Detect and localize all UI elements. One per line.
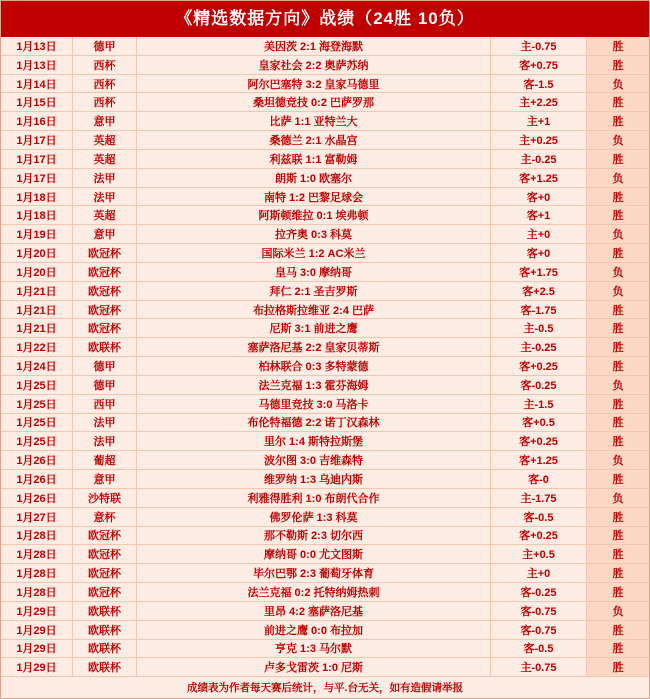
cell-date: 1月18日 xyxy=(1,206,73,224)
cell-league: 欧冠杯 xyxy=(73,301,137,319)
table-row xyxy=(1,37,649,56)
cell-handicap: 客-1.75 xyxy=(491,301,587,319)
cell-result: 胜 xyxy=(587,112,649,130)
cell-match: 里昂 4:2 塞萨洛尼基 xyxy=(137,602,491,620)
cell-handicap: 客-0.5 xyxy=(491,640,587,658)
cell-date: 1月19日 xyxy=(1,225,73,243)
cell-league: 欧联杯 xyxy=(73,338,137,356)
table-row xyxy=(1,188,649,207)
cell-handicap: 主+0 xyxy=(491,564,587,582)
cell-result: 胜 xyxy=(587,564,649,582)
cell-result: 胜 xyxy=(587,301,649,319)
cell-result: 胜 xyxy=(587,357,649,375)
cell-league: 欧冠杯 xyxy=(73,527,137,545)
cell-date: 1月18日 xyxy=(1,188,73,206)
cell-match: 塞萨洛尼基 2:2 皇家贝蒂斯 xyxy=(137,338,491,356)
table-row xyxy=(1,206,649,225)
cell-result: 负 xyxy=(587,489,649,507)
table-row xyxy=(1,376,649,395)
cell-handicap: 客+0.25 xyxy=(491,527,587,545)
cell-match: 桑德兰 2:1 水晶宫 xyxy=(137,131,491,149)
cell-match: 朗斯 1:0 欧塞尔 xyxy=(137,169,491,187)
cell-handicap: 主+0.25 xyxy=(491,131,587,149)
cell-handicap: 客+1.75 xyxy=(491,263,587,281)
cell-date: 1月24日 xyxy=(1,357,73,375)
cell-league: 欧联杯 xyxy=(73,602,137,620)
cell-date: 1月28日 xyxy=(1,527,73,545)
cell-league: 欧冠杯 xyxy=(73,244,137,262)
cell-handicap: 客+1.25 xyxy=(491,169,587,187)
table-row xyxy=(1,225,649,244)
cell-league: 欧冠杯 xyxy=(73,583,137,601)
cell-match: 阿尔巴塞特 3:2 皇家马德里 xyxy=(137,75,491,93)
cell-league: 法甲 xyxy=(73,188,137,206)
cell-league: 德甲 xyxy=(73,376,137,394)
table-row xyxy=(1,112,649,131)
footer-note: 成绩表为作者每天赛后统计，与平.台无关，如有造假请举报 xyxy=(1,676,649,698)
cell-result: 胜 xyxy=(587,432,649,450)
cell-league: 沙特联 xyxy=(73,489,137,507)
cell-handicap: 主+0 xyxy=(491,225,587,243)
cell-league: 意甲 xyxy=(73,225,137,243)
cell-date: 1月29日 xyxy=(1,602,73,620)
cell-handicap: 客+0.5 xyxy=(491,414,587,432)
table-row xyxy=(1,470,649,489)
cell-handicap: 客-0 xyxy=(491,470,587,488)
cell-result: 胜 xyxy=(587,414,649,432)
cell-date: 1月20日 xyxy=(1,244,73,262)
cell-date: 1月15日 xyxy=(1,93,73,111)
table-row xyxy=(1,451,649,470)
cell-handicap: 客+1 xyxy=(491,206,587,224)
table-row xyxy=(1,489,649,508)
cell-handicap: 主-0.5 xyxy=(491,319,587,337)
table-row xyxy=(1,169,649,188)
cell-match: 里尔 1:4 斯特拉斯堡 xyxy=(137,432,491,450)
cell-handicap: 客+0.75 xyxy=(491,56,587,74)
cell-result: 负 xyxy=(587,225,649,243)
cell-league: 法甲 xyxy=(73,169,137,187)
cell-league: 意甲 xyxy=(73,470,137,488)
cell-result: 胜 xyxy=(587,640,649,658)
cell-result: 负 xyxy=(587,169,649,187)
table-row xyxy=(1,357,649,376)
cell-date: 1月20日 xyxy=(1,263,73,281)
cell-result: 胜 xyxy=(587,545,649,563)
cell-result: 胜 xyxy=(587,93,649,111)
cell-date: 1月29日 xyxy=(1,658,73,676)
cell-handicap: 主-0.25 xyxy=(491,150,587,168)
cell-match: 国际米兰 1:2 AC米兰 xyxy=(137,244,491,262)
cell-date: 1月17日 xyxy=(1,131,73,149)
cell-league: 欧冠杯 xyxy=(73,545,137,563)
cell-league: 法甲 xyxy=(73,432,137,450)
cell-handicap: 客-0.5 xyxy=(491,508,587,526)
cell-handicap: 主-1.5 xyxy=(491,395,587,413)
cell-match: 毕尔巴鄂 2:3 葡萄牙体育 xyxy=(137,564,491,582)
cell-match: 拉齐奥 0:3 科莫 xyxy=(137,225,491,243)
cell-match: 利雅得胜利 1:0 布朗代合作 xyxy=(137,489,491,507)
results-table xyxy=(1,37,649,676)
cell-result: 负 xyxy=(587,131,649,149)
table-row xyxy=(1,621,649,640)
cell-match: 卢多戈雷茨 1:0 尼斯 xyxy=(137,658,491,676)
cell-date: 1月21日 xyxy=(1,282,73,300)
cell-handicap: 客+0.25 xyxy=(491,432,587,450)
cell-date: 1月25日 xyxy=(1,376,73,394)
cell-date: 1月21日 xyxy=(1,319,73,337)
cell-result: 胜 xyxy=(587,37,649,55)
cell-handicap: 客+0 xyxy=(491,188,587,206)
cell-match: 那不勒斯 2:3 切尔西 xyxy=(137,527,491,545)
cell-match: 佛罗伦萨 1:3 科莫 xyxy=(137,508,491,526)
cell-result: 胜 xyxy=(587,395,649,413)
cell-result: 胜 xyxy=(587,508,649,526)
table-row xyxy=(1,338,649,357)
cell-handicap: 客+1.25 xyxy=(491,451,587,469)
cell-match: 比萨 1:1 亚特兰大 xyxy=(137,112,491,130)
cell-result: 负 xyxy=(587,282,649,300)
cell-handicap: 客+0.25 xyxy=(491,357,587,375)
cell-handicap: 客-0.75 xyxy=(491,602,587,620)
cell-date: 1月25日 xyxy=(1,432,73,450)
cell-date: 1月13日 xyxy=(1,37,73,55)
cell-match: 维罗纳 1:3 乌迪内斯 xyxy=(137,470,491,488)
cell-date: 1月27日 xyxy=(1,508,73,526)
table-row xyxy=(1,150,649,169)
cell-handicap: 主+1 xyxy=(491,112,587,130)
cell-league: 欧联杯 xyxy=(73,640,137,658)
cell-handicap: 客-0.25 xyxy=(491,376,587,394)
cell-match: 拜仁 2:1 圣吉罗斯 xyxy=(137,282,491,300)
cell-result: 负 xyxy=(587,376,649,394)
cell-date: 1月26日 xyxy=(1,451,73,469)
cell-date: 1月28日 xyxy=(1,583,73,601)
cell-date: 1月26日 xyxy=(1,489,73,507)
cell-date: 1月16日 xyxy=(1,112,73,130)
table-row xyxy=(1,527,649,546)
cell-date: 1月21日 xyxy=(1,301,73,319)
cell-result: 负 xyxy=(587,451,649,469)
cell-date: 1月25日 xyxy=(1,414,73,432)
cell-result: 胜 xyxy=(587,527,649,545)
table-row xyxy=(1,56,649,75)
cell-result: 胜 xyxy=(587,658,649,676)
cell-date: 1月28日 xyxy=(1,545,73,563)
cell-result: 胜 xyxy=(587,206,649,224)
cell-league: 西杯 xyxy=(73,56,137,74)
cell-league: 欧冠杯 xyxy=(73,263,137,281)
cell-match: 波尔图 3:0 吉维森特 xyxy=(137,451,491,469)
cell-match: 柏林联合 0:3 多特蒙德 xyxy=(137,357,491,375)
cell-result: 胜 xyxy=(587,56,649,74)
cell-league: 德甲 xyxy=(73,357,137,375)
cell-handicap: 客+2.5 xyxy=(491,282,587,300)
cell-result: 胜 xyxy=(587,188,649,206)
cell-match: 法兰克福 1:3 霍芬海姆 xyxy=(137,376,491,394)
cell-match: 皇家社会 2:2 奥萨苏纳 xyxy=(137,56,491,74)
cell-league: 英超 xyxy=(73,150,137,168)
cell-match: 尼斯 3:1 前进之鹰 xyxy=(137,319,491,337)
cell-date: 1月14日 xyxy=(1,75,73,93)
table-row xyxy=(1,602,649,621)
cell-match: 布拉格斯拉维亚 2:4 巴萨 xyxy=(137,301,491,319)
table-row xyxy=(1,131,649,150)
cell-league: 法甲 xyxy=(73,414,137,432)
table-row xyxy=(1,658,649,676)
cell-league: 欧冠杯 xyxy=(73,282,137,300)
table-row xyxy=(1,414,649,433)
cell-result: 胜 xyxy=(587,319,649,337)
cell-date: 1月17日 xyxy=(1,169,73,187)
table-row xyxy=(1,508,649,527)
table-row xyxy=(1,93,649,112)
cell-result: 胜 xyxy=(587,621,649,639)
cell-match: 法兰克福 0:2 托特纳姆热刺 xyxy=(137,583,491,601)
cell-league: 英超 xyxy=(73,206,137,224)
table-row xyxy=(1,432,649,451)
cell-league: 欧冠杯 xyxy=(73,319,137,337)
cell-date: 1月22日 xyxy=(1,338,73,356)
cell-date: 1月26日 xyxy=(1,470,73,488)
cell-match: 亨克 1:3 马尔默 xyxy=(137,640,491,658)
cell-date: 1月25日 xyxy=(1,395,73,413)
page-title: 《精选数据方向》战绩（24胜 10负） xyxy=(1,1,649,37)
table-row xyxy=(1,75,649,94)
cell-result: 胜 xyxy=(587,150,649,168)
cell-result: 负 xyxy=(587,75,649,93)
cell-result: 胜 xyxy=(587,244,649,262)
table-row xyxy=(1,640,649,659)
cell-date: 1月29日 xyxy=(1,640,73,658)
cell-league: 西杯 xyxy=(73,93,137,111)
cell-date: 1月13日 xyxy=(1,56,73,74)
table-row xyxy=(1,263,649,282)
cell-match: 前进之鹰 0:0 布拉加 xyxy=(137,621,491,639)
cell-league: 德甲 xyxy=(73,37,137,55)
cell-result: 胜 xyxy=(587,583,649,601)
table-row xyxy=(1,395,649,414)
table-row xyxy=(1,545,649,564)
table-row xyxy=(1,282,649,301)
cell-league: 欧联杯 xyxy=(73,621,137,639)
cell-handicap: 客-0.75 xyxy=(491,621,587,639)
cell-league: 西甲 xyxy=(73,395,137,413)
cell-match: 桑坦德竞技 0:2 巴萨罗那 xyxy=(137,93,491,111)
cell-result: 胜 xyxy=(587,470,649,488)
cell-match: 布伦特福德 2:2 诺丁汉森林 xyxy=(137,414,491,432)
cell-match: 皇马 3:0 摩纳哥 xyxy=(137,263,491,281)
cell-result: 胜 xyxy=(587,338,649,356)
table-row xyxy=(1,301,649,320)
cell-handicap: 主-0.75 xyxy=(491,37,587,55)
cell-league: 英超 xyxy=(73,131,137,149)
cell-match: 美因茨 2:1 海登海默 xyxy=(137,37,491,55)
cell-date: 1月17日 xyxy=(1,150,73,168)
table-row xyxy=(1,564,649,583)
cell-handicap: 主-0.75 xyxy=(491,658,587,676)
cell-result: 负 xyxy=(587,263,649,281)
cell-date: 1月29日 xyxy=(1,621,73,639)
cell-handicap: 客+0 xyxy=(491,244,587,262)
cell-match: 摩纳哥 0:0 尤文图斯 xyxy=(137,545,491,563)
cell-league: 欧冠杯 xyxy=(73,564,137,582)
table-row xyxy=(1,244,649,263)
cell-handicap: 主+2.25 xyxy=(491,93,587,111)
cell-result: 负 xyxy=(587,602,649,620)
cell-match: 利兹联 1:1 富勒姆 xyxy=(137,150,491,168)
cell-handicap: 主-1.75 xyxy=(491,489,587,507)
table-row xyxy=(1,319,649,338)
cell-date: 1月28日 xyxy=(1,564,73,582)
cell-handicap: 客-1.5 xyxy=(491,75,587,93)
cell-handicap: 主+0.5 xyxy=(491,545,587,563)
cell-league: 葡超 xyxy=(73,451,137,469)
cell-match: 阿斯顿维拉 0:1 埃弗顿 xyxy=(137,206,491,224)
cell-match: 马德里竞技 3:0 马洛卡 xyxy=(137,395,491,413)
cell-league: 欧联杯 xyxy=(73,658,137,676)
table-row xyxy=(1,583,649,602)
cell-league: 意杯 xyxy=(73,508,137,526)
cell-handicap: 客-0.25 xyxy=(491,583,587,601)
cell-match: 南特 1:2 巴黎足球会 xyxy=(137,188,491,206)
cell-league: 西杯 xyxy=(73,75,137,93)
cell-league: 意甲 xyxy=(73,112,137,130)
cell-handicap: 主-0.25 xyxy=(491,338,587,356)
